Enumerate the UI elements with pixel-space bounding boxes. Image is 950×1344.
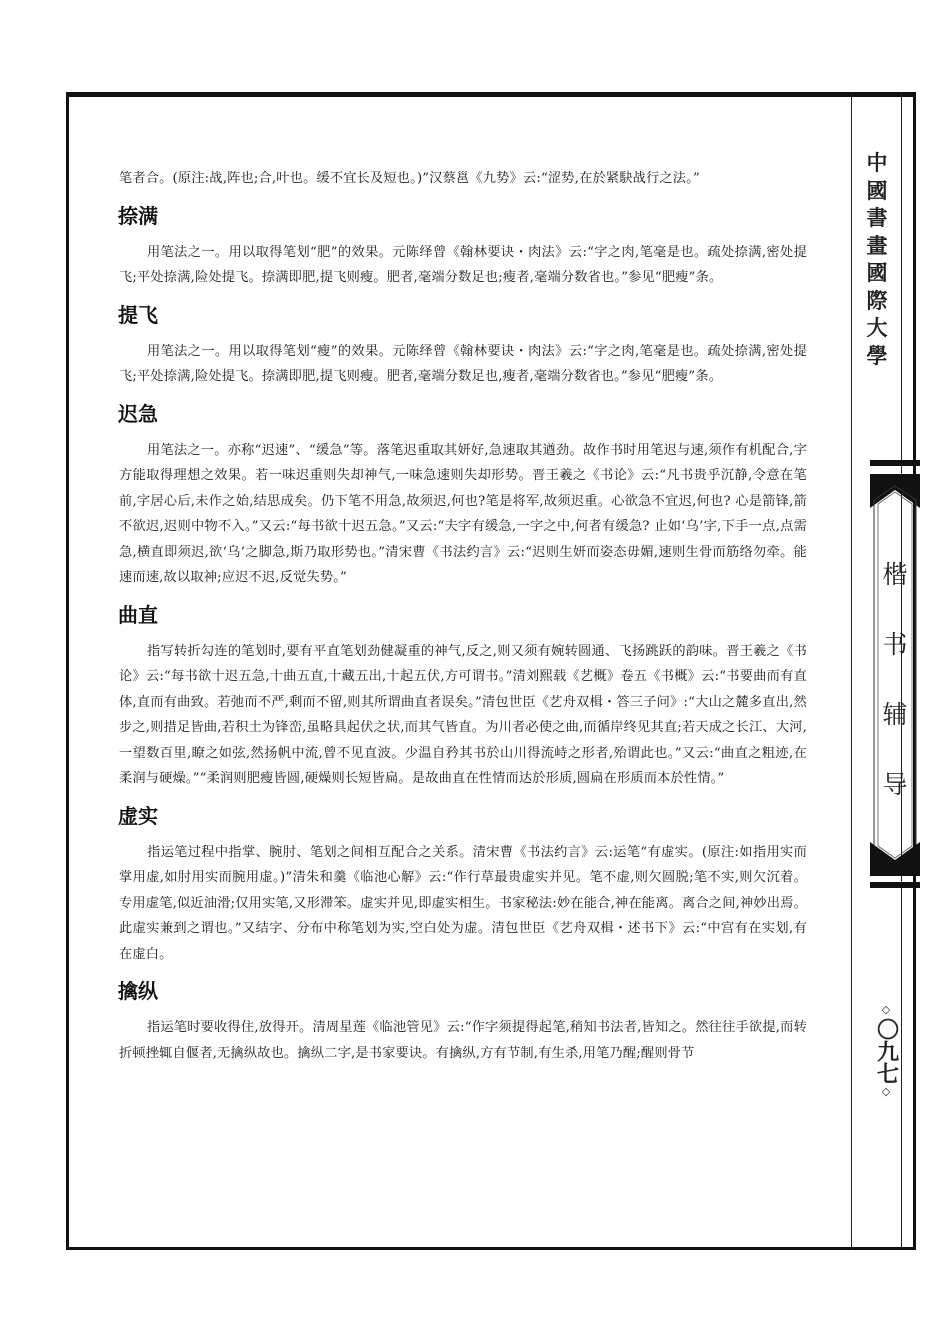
entry-heading: 虚实 bbox=[118, 803, 158, 828]
section-tab-label bbox=[878, 540, 912, 820]
entry-heading: 捺满 bbox=[118, 203, 158, 228]
paragraph: 用笔法之一。用以取得笔划“瘦”的效果。元陈绎曾《翰林要诀・肉法》云:“字之肉,笔毫是也。疏处捺满,密处提飞;平处捺满,险处提飞。捺满即肥,提飞则瘦。肥者,毫端分数足也,瘦者,毫端分数省也。”参见“肥瘦”条。 bbox=[119, 343, 807, 384]
entry-heading: 提飞 bbox=[118, 302, 158, 327]
paragraph: 用笔法之一。用以取得笔划“肥”的效果。元陈绎曾《翰林要诀・肉法》云:“字之肉,笔毫是也。疏处捺满,密处提飞;平处捺满,险处提飞。捺满即肥,提飞则瘦。肥者,毫端分数足也;瘦者,毫端分数省也。”参见“肥瘦”条。 bbox=[119, 244, 807, 285]
sidebar-title-char: 國 bbox=[866, 178, 888, 203]
paragraph: 指运笔时要收得住,放得开。清周星莲《临池管见》云:“作字须提得起笔,稍知书法者,皆知之。然往往手欲提,而转折顿挫辄自偃者,无擒纵故也。擒纵二字,是书家要诀。有擒纵,方有节制,有生杀,用笔乃醒;醒则骨节 bbox=[119, 1020, 807, 1061]
section-tab-char: 楷 bbox=[882, 560, 908, 589]
entry-heading: 曲直 bbox=[118, 602, 158, 627]
diamond-icon: ◇ bbox=[881, 1085, 891, 1098]
diamond-icon: ◇ bbox=[881, 1003, 891, 1016]
paragraph: 指运笔过程中指掌、腕肘、笔划之间相互配合之关系。清宋曹《书法约言》云:运笔“有虚实。(原注:如指用实而掌用虚,如肘用实而腕用虚。)”清朱和羹《临池心解》云:“作行草最贵虚实并见。笔不虚,则欠圆脱;笔不实,则欠沉着。专用虚笔,似近油滑;仅用实笔,又形滞笨。虚实并见,即虚实相生。书家秘法:妙在能合,神在能离。离合之间,神妙出焉。此虚实兼到之谓也。”又结字、分布中称笔划为实,空白处为虚。清包世臣《艺舟双楫・述书下》云:“中宫有在实划,有在虚白。 bbox=[119, 844, 807, 962]
entry-heading: 擒纵 bbox=[118, 979, 158, 1003]
paragraph: 指写转折勾连的笔划时,要有平直笔划劲健凝重的神气,反之,则又须有婉转圆通、飞扬跳跃的韵味。晋王羲之《书论》云:“每书欲十迟五急,十曲五直,十藏五出,十起五伏,方可谓书。”清刘熙载《艺概》卷五《书概》云:“书要曲而有直体,直而有曲致。若弛而不严,剩而不留,则其所谓曲直者误矣。”清包世臣《艺舟双楫・答三子问》:“大山之麓多直出,然步之,则措足皆曲,若积土为锋峦,虽略具起伏之状,而其气皆直。为川者必使之曲,而循岸终见其直;若天成之长江、大河,一望数百里,瞭之如弦,然扬帆中流,曾不见直波。少温自矜其书於山川得流峙之形者,殆谓此也。”又云:“曲直之粗迹,在柔润与硬燥。”“柔润则肥瘦皆圆,硬燥则长短皆扁。是故曲直在性情而达於形质,圆扁在形质而本於性情。” bbox=[119, 643, 807, 786]
ornament-bottom-chevron bbox=[870, 842, 920, 876]
page-number bbox=[866, 1002, 906, 1100]
paragraph: 笔者合。(原注:战,阵也;合,叶也。缓不宜长及短也。)”汉蔡邕《九势》云:“涩势,在於紧駃战行之法。” bbox=[119, 171, 700, 186]
sidebar-title-char: 中 bbox=[866, 151, 888, 175]
sidebar-title-char: 際 bbox=[866, 288, 888, 313]
sidebar-divider-left bbox=[851, 92, 852, 1250]
sidebar-title-char: 畫 bbox=[866, 233, 888, 258]
main-text bbox=[119, 166, 807, 1066]
section-tab-char: 导 bbox=[882, 770, 908, 799]
entry-heading: 迟急 bbox=[118, 401, 158, 426]
section-tab-char: 书 bbox=[882, 630, 908, 659]
section-tab-char: 辅 bbox=[882, 700, 908, 729]
sidebar-title bbox=[862, 150, 892, 370]
sidebar-title-char: 國 bbox=[866, 261, 888, 285]
paragraph: 用笔法之一。亦称“迟速”、“缓急”等。落笔迟重取其妍好,急速取其遒劲。故作书时用笔迟与速,须作有机配合,字方能取得理想之效果。若一味迟重则失却神气,一味急速则失却形势。晋王羲之《书论》云:“凡书贵乎沉静,令意在笔前,字居心后,未作之始,结思成矣。仍下笔不用急,故须迟,何也?笔是将军,故须迟重。心欲急不宜迟,何也? 心是箭锋,箭不欲迟,迟则中物不入。”又云:“每书欲十迟五急。”又云:“夫字有缓急,一字之中,何者有缓急? 止如‘乌’字,下手一点,点需急,横直即须迟,欲‘乌’之脚急,斯乃取形势也。”清宋曹《书法约言》云:“迟则生妍而姿态毋媚,速则生骨而筋络勿牵。能速而速,故以取神;应迟不迟,反觉失势。” bbox=[119, 442, 807, 585]
ornament-bottom-bar bbox=[870, 882, 920, 888]
sidebar-title-char: 學 bbox=[866, 343, 888, 368]
sidebar-title-char: 書 bbox=[866, 206, 888, 230]
page-number-text: 〇九七 bbox=[873, 1018, 899, 1084]
ornament-top-bar bbox=[870, 460, 920, 466]
ornament-top-chevron bbox=[870, 474, 920, 508]
sidebar-title-char: 大 bbox=[866, 316, 888, 340]
